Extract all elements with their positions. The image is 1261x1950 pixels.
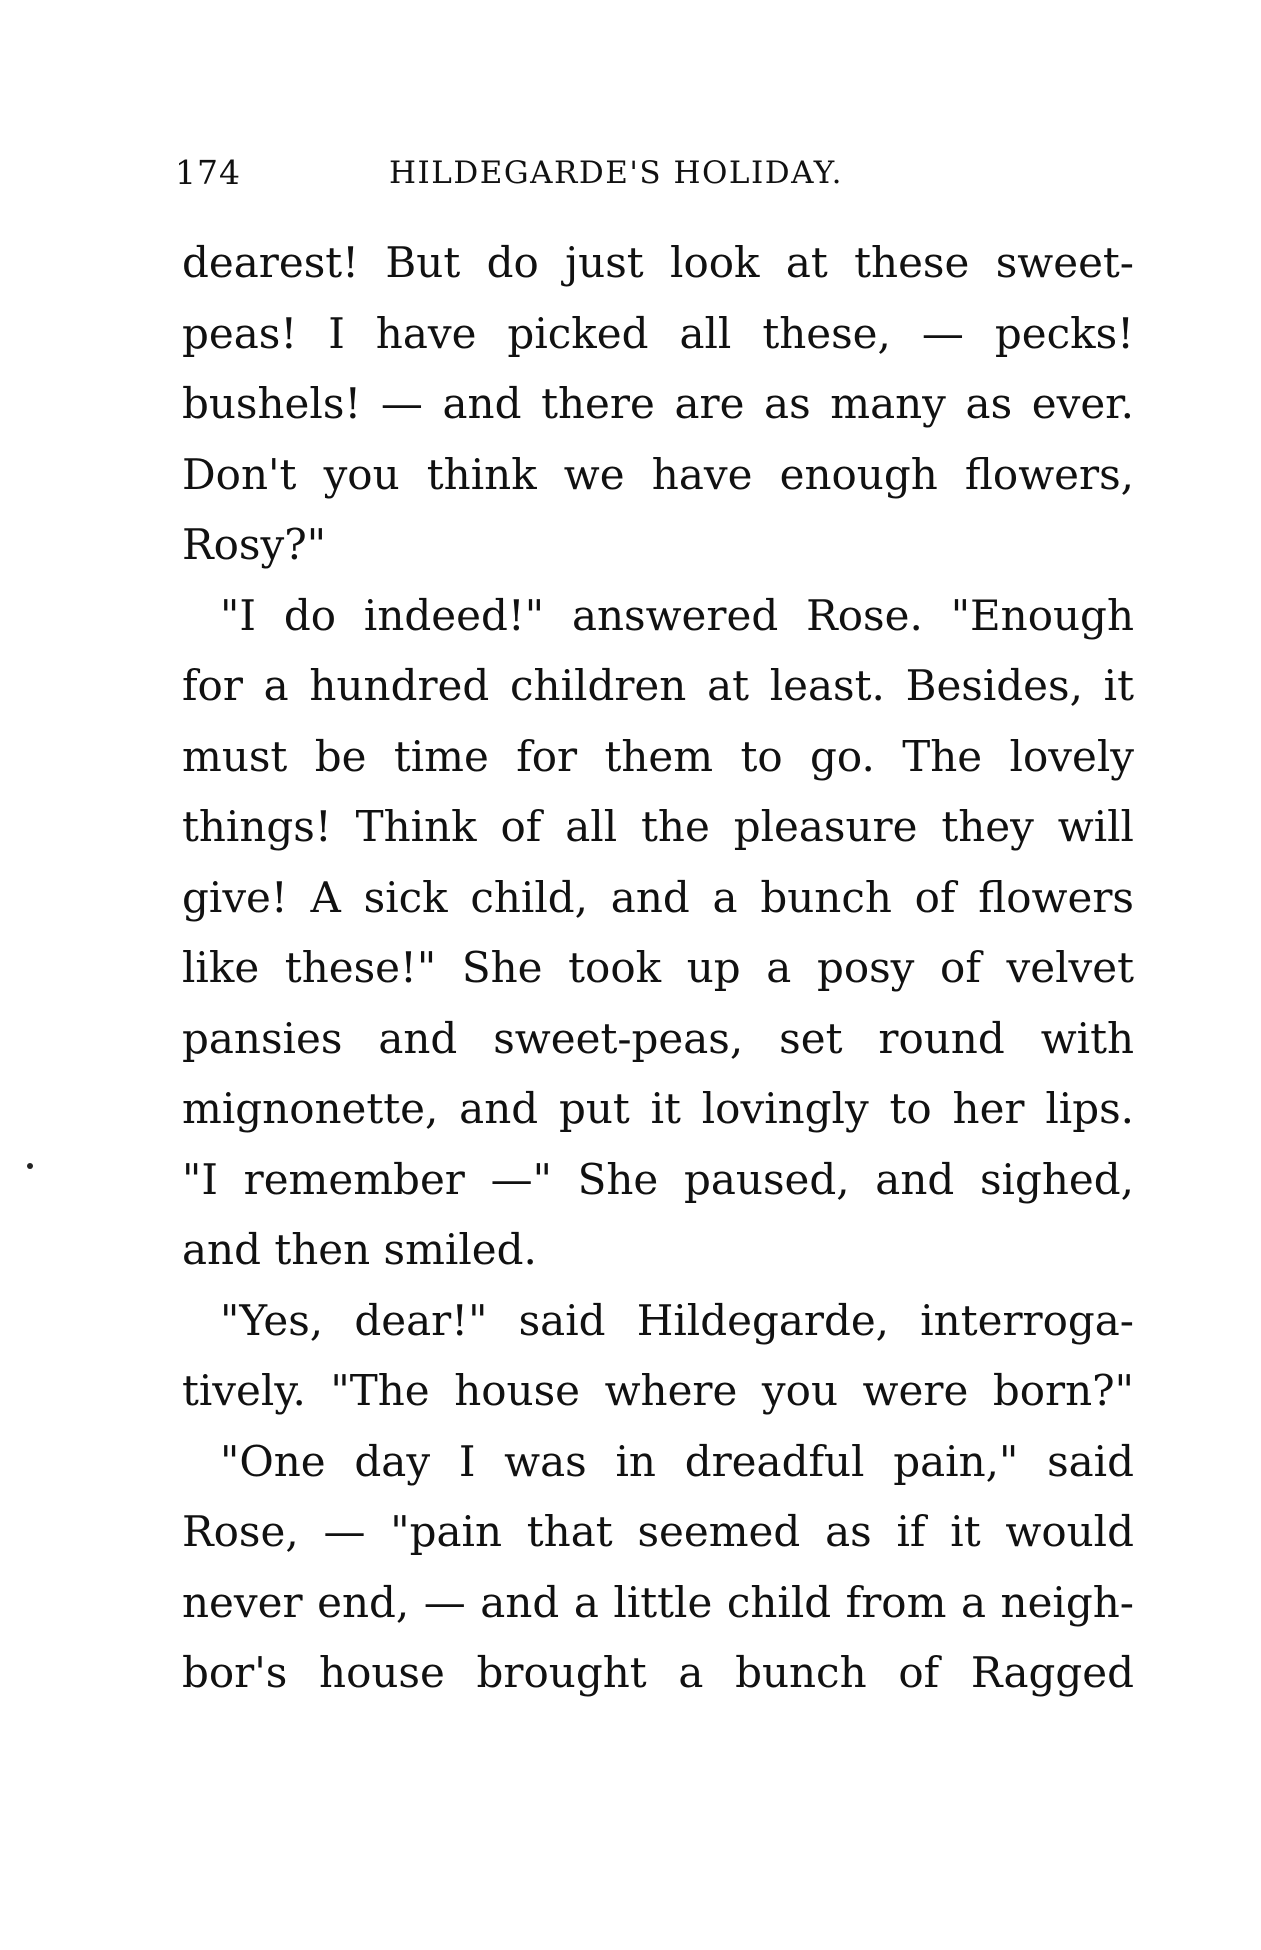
- text-line: things! Think of all the pleasure they will: [182, 802, 1134, 851]
- text-line: must be time for them to go. The lovely: [182, 731, 1134, 781]
- text-line: bushels! — and there are as many as ever.: [182, 379, 1134, 428]
- text-line: Don't you think we have enough flowers,: [182, 449, 1134, 499]
- body-text: [182, 228, 1134, 1709]
- text-line: "Yes, dear!" said Hildegarde, interroga-: [220, 1295, 1134, 1345]
- text-line: like these!" She took up a posy of velvet: [182, 943, 1134, 992]
- text-line: pansies and sweet-peas, set round with: [182, 1013, 1134, 1063]
- text-line: and then smiled.: [182, 1225, 537, 1274]
- text-line: "I do indeed!" answered Rose. "Enough: [220, 590, 1134, 640]
- text-line: tively. "The house where you were born?": [182, 1366, 1134, 1415]
- page-header: [175, 148, 1135, 198]
- text-line: peas! I have picked all these, — pecks!: [182, 308, 1134, 358]
- margin-ink-dot: [27, 1163, 33, 1169]
- text-line: "I remember —" She paused, and sighed,: [182, 1154, 1134, 1204]
- text-line: never end, — and a little child from a neigh-: [182, 1577, 1134, 1627]
- text-line: give! A sick child, and a bunch of flowers: [182, 872, 1134, 922]
- text-line: for a hundred children at least. Besides, it: [182, 661, 1134, 710]
- running-title: HILDEGARDE'S HOLIDAY.: [389, 155, 844, 191]
- text-line: bor's house brought a bunch of Ragged: [182, 1648, 1134, 1697]
- text-line: Rose, — "pain that seemed as if it would: [182, 1507, 1134, 1556]
- text-line: mignonette, and put it lovingly to her lips.: [182, 1084, 1134, 1133]
- text-line: dearest! But do just look at these sweet-: [182, 238, 1134, 287]
- page-number: 174: [175, 153, 241, 192]
- text-line: Rosy?": [182, 520, 327, 569]
- text-line: "One day I was in dreadful pain," said: [220, 1436, 1134, 1486]
